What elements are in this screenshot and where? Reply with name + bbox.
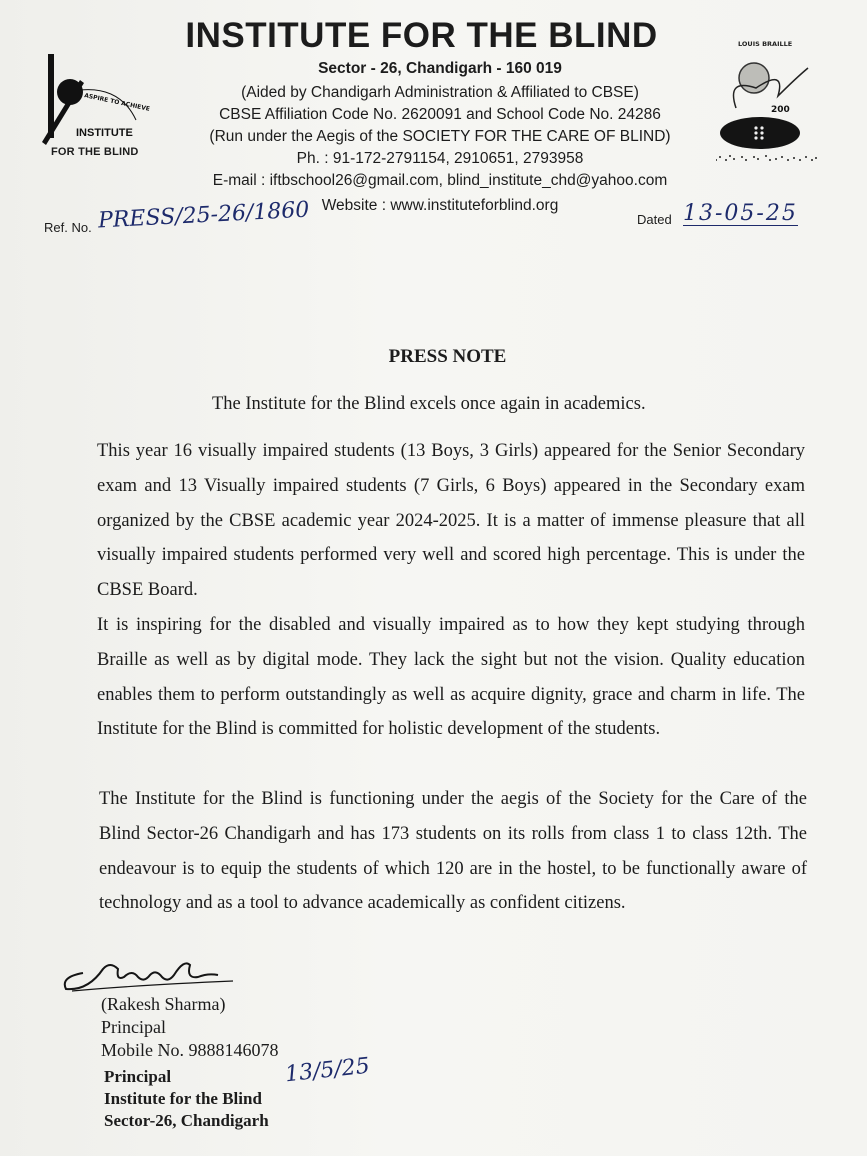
address-line: Sector - 26, Chandigarh - 160 019 [318,60,562,77]
braille-number: 200 [771,105,790,115]
email-line: E-mail : iftbschool26@gmail.com, blind_institute_chd@yahoo.com [212,172,668,189]
paragraph-3: The Institute for the Blind is functioning under the aegis of the Society for the Care of the Blind Sector-26 Chandigarh and has 173 students on its rolls from class 1 to class 12th. The endeavour is to equip the students of which 120 are in the hostel, to be functionally aware of technology and as a tool to advance academically as confident citizens. [99,789,807,914]
website-line: Website : www.instituteforblind.org [321,197,559,214]
paragraph-1: This year 16 visually impaired students (13 Boys, 3 Girls) appeared for the Senior Secondary exam and 13 Visually impaired students (7 Girls, 6 Boys) appeared in the Secondary exam organized by the CBSE academic year 2024-2025. It is a matter of immense pleasure that all visually impaired students performed very well and scored high percentage. This is under the CBSE Board. [97,441,805,601]
braille-200-logo [716,38,826,168]
braille-eye [720,117,800,149]
braille-logo-top-text: LOUIS BRAILLE [738,40,793,48]
paragraph-2: It is inspiring for the disabled and visually impaired as to how they kept studying through Braille as well as by digital mode. They lack the sight but not the vision. Quality education enables them to perform outstandingly as well as acquire dignity, grace and charm in life. The Institute for the Blind is committed for holistic development of the students. [97,615,805,740]
institute-name: INSTITUTE FOR THE BLIND [185,16,658,55]
logo-motto: ASPIRE TO ACHIEVE [83,92,151,113]
institute-logo [40,50,155,160]
aegis-line: (Run under the Aegis of the SOCIETY FOR THE CARE OF BLIND) [209,128,671,145]
dated-label: Dated [637,212,672,227]
signatory-block [101,993,279,1062]
signatory-mobile: Mobile No. 9888146078 [101,1040,279,1060]
aided-line: (Aided by Chandigarh Administration & Affiliated to CBSE) [241,84,639,101]
logo-caption: FOR THE BLIND [51,146,139,158]
stamp-line-3: Sector-26, Chandigarh [104,1111,269,1130]
stamp-line-2: Institute for the Blind [104,1089,262,1108]
stamp-line-1: Principal [104,1067,172,1086]
affiliation-line: CBSE Affiliation Code No. 2620091 and School Code No. 24286 [219,106,661,123]
braille-dots-row [716,155,817,161]
ref-label: Ref. No. [44,220,92,235]
braille-portrait [739,63,769,93]
ref-number: PRESS/25-26/1860 [97,197,310,234]
logo-line1: INSTITUTE [76,127,133,139]
logo-dot [57,79,83,105]
signatory-designation: Principal [101,1017,166,1037]
dated-value: 13-05-25 [683,201,798,226]
phone-line: Ph. : 91-172-2791154, 2910651, 2793958 [296,150,584,167]
press-note-subtitle: The Institute for the Blind excels once again in academics. [212,394,646,414]
press-note-title: PRESS NOTE [388,346,507,367]
stamp-handwritten-date: 13/5/25 [283,1053,371,1088]
signatory-name: (Rakesh Sharma) [101,994,226,1014]
official-stamp [104,1066,269,1132]
